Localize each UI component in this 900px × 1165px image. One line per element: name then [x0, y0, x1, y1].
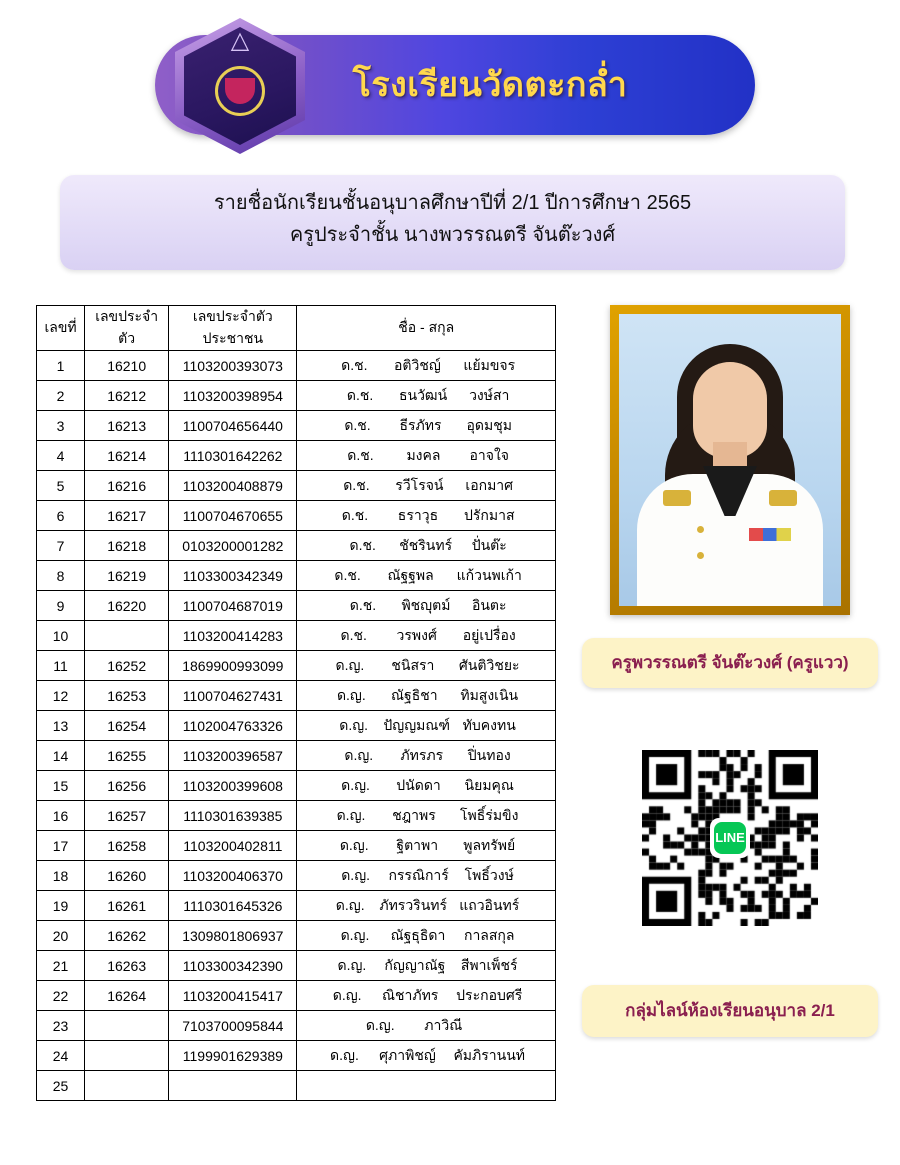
name-first: ณิชาภัทร [382, 986, 439, 1003]
cell-no: 18 [37, 861, 85, 891]
table-row [37, 561, 556, 591]
cell-no: 20 [37, 921, 85, 951]
cell-student-id: 16218 [85, 531, 169, 561]
school-name-text: โรงเรียนวัดตะกล่ำ [352, 66, 628, 104]
cell-citizen-id: 0103200001282 [169, 531, 297, 561]
name-prefix: ด.ญ. [336, 686, 366, 703]
cell-citizen-id: 7103700095844 [169, 1011, 297, 1041]
cell-no: 22 [37, 981, 85, 1011]
name-first: ภัทรภร [400, 746, 444, 763]
name-last: วงษ์สา [469, 386, 510, 403]
cell-student-id: 16210 [85, 351, 169, 381]
name-first: ชฎาพร [392, 806, 436, 823]
cell-citizen-id: 1100704670655 [169, 501, 297, 531]
name-last: ทับคงทน [462, 716, 516, 733]
portrait-ribbon-bar [749, 528, 791, 541]
name-last: คัมภิรานนท์ [453, 1046, 526, 1063]
cell-name [297, 861, 556, 891]
class-info-plaque [60, 175, 845, 270]
line-app-icon [710, 818, 750, 858]
cell-no: 15 [37, 771, 85, 801]
cell-no: 24 [37, 1041, 85, 1071]
teacher-photo-frame [610, 305, 850, 615]
cell-no: 25 [37, 1071, 85, 1101]
name-prefix: ด.ญ. [332, 986, 362, 1003]
cell-citizen-id: 1103200415417 [169, 981, 297, 1011]
name-last: แก้วนพเก้า [456, 566, 522, 583]
table-row [37, 621, 556, 651]
name-first: ธนวัฒน์ [398, 386, 448, 403]
cell-name [297, 951, 556, 981]
cell-student-id: 16257 [85, 801, 169, 831]
cell-no: 11 [37, 651, 85, 681]
cell-student-id [85, 1011, 169, 1041]
table-row [37, 951, 556, 981]
header-citizen-id: เลขประจำตัวประชาชน [169, 306, 297, 351]
table-row [37, 531, 556, 561]
header-name: ชื่อ - สกุล [297, 306, 556, 351]
cell-no: 6 [37, 501, 85, 531]
cell-citizen-id: 1103200408879 [169, 471, 297, 501]
cell-citizen-id: 1100704627431 [169, 681, 297, 711]
name-last: กาลสกุล [463, 926, 515, 943]
cell-name [297, 621, 556, 651]
cell-name [297, 921, 556, 951]
name-last: แถวอินทร์ [459, 896, 520, 913]
table-row [37, 1071, 556, 1101]
cell-student-id: 16213 [85, 411, 169, 441]
homeroom-teacher: ครูประจำชั้น นางพวรรณตรี จันต๊ะวงศ์ [289, 224, 616, 246]
school-crest-icon [175, 18, 305, 154]
name-last: ทิมสูงเนิน [460, 686, 519, 703]
portrait-shoulder-badge-right [769, 490, 797, 506]
cell-student-id [85, 621, 169, 651]
name-first: รวีโรจน์ [395, 476, 444, 493]
name-first: กรรณิการ์ [388, 866, 449, 883]
name-prefix: ด.ช. [349, 596, 377, 613]
cell-name [297, 1011, 556, 1041]
name-last: พูลทรัพย์ [463, 836, 516, 853]
cell-name [297, 351, 556, 381]
cell-name [297, 801, 556, 831]
cell-no: 1 [37, 351, 85, 381]
cell-no: 12 [37, 681, 85, 711]
name-first: มงคล [406, 446, 441, 463]
cell-no: 10 [37, 621, 85, 651]
cell-student-id [85, 1041, 169, 1071]
table-row [37, 681, 556, 711]
cell-no: 7 [37, 531, 85, 561]
name-last: ประกอบศรี [456, 986, 523, 1003]
table-row [37, 471, 556, 501]
cell-name [297, 381, 556, 411]
cell-no: 14 [37, 741, 85, 771]
cell-student-id: 16212 [85, 381, 169, 411]
name-last: โพธิ์วงษ์ [464, 866, 514, 883]
cell-citizen-id: 1103200406370 [169, 861, 297, 891]
name-last: อยู่เปรื่อง [462, 626, 516, 643]
cell-student-id: 16253 [85, 681, 169, 711]
table-row [37, 1041, 556, 1071]
cell-student-id: 16220 [85, 591, 169, 621]
name-prefix: ด.ญ. [341, 866, 371, 883]
cell-name [297, 681, 556, 711]
cell-citizen-id: 1103300342390 [169, 951, 297, 981]
name-prefix: ด.ญ. [336, 806, 366, 823]
class-title: รายชื่อนักเรียนชั้นอนุบาลศึกษาปีที่ 2/1 ปีการศึกษา 2565 [213, 192, 692, 214]
cell-student-id: 16258 [85, 831, 169, 861]
name-prefix: ด.ช. [344, 416, 371, 433]
cell-citizen-id: 1199901629389 [169, 1041, 297, 1071]
cell-name [297, 531, 556, 561]
cell-name [297, 831, 556, 861]
table-row [37, 501, 556, 531]
cell-no: 2 [37, 381, 85, 411]
cell-citizen-id: 1110301639385 [169, 801, 297, 831]
table-header-row [37, 306, 556, 351]
cell-name [297, 591, 556, 621]
table-row [37, 591, 556, 621]
cell-no: 5 [37, 471, 85, 501]
cell-student-id: 16261 [85, 891, 169, 921]
cell-citizen-id: 1103200414283 [169, 621, 297, 651]
cell-no: 16 [37, 801, 85, 831]
cell-name [297, 471, 556, 501]
cell-citizen-id: 1103200399608 [169, 771, 297, 801]
cell-student-id: 16216 [85, 471, 169, 501]
cell-citizen-id: 1110301645326 [169, 891, 297, 921]
cell-student-id: 16219 [85, 561, 169, 591]
cell-student-id: 16217 [85, 501, 169, 531]
name-prefix: ด.ญ. [340, 926, 370, 943]
name-prefix: ด.ญ. [335, 896, 365, 913]
name-first: ภัทรวรินทร์ [379, 896, 448, 913]
student-roster [36, 305, 556, 1101]
name-prefix: ด.ช. [346, 386, 374, 403]
cell-name [297, 561, 556, 591]
cell-name [297, 891, 556, 921]
name-prefix: ด.ญ. [344, 746, 374, 763]
table-row [37, 981, 556, 1011]
name-last: นิยมคุณ [464, 776, 514, 793]
name-prefix: ด.ญ. [341, 776, 370, 793]
cell-citizen-id [169, 1071, 297, 1101]
cell-student-id: 16252 [85, 651, 169, 681]
cell-name [297, 711, 556, 741]
name-prefix: ด.ช. [341, 506, 369, 523]
name-first: อติวิชญ์ [393, 356, 441, 373]
table-row [37, 651, 556, 681]
portrait-shoulder-badge-left [663, 490, 691, 506]
roster-body [37, 351, 556, 1101]
cell-no: 3 [37, 411, 85, 441]
name-last: แย้มขจร [463, 356, 516, 373]
name-first: ศุภาพิชญ์ [379, 1046, 436, 1063]
cell-name [297, 1071, 556, 1101]
page-header [0, 0, 900, 160]
cell-citizen-id: 1309801806937 [169, 921, 297, 951]
name-prefix: ด.ช. [334, 566, 361, 583]
cell-citizen-id: 1103200398954 [169, 381, 297, 411]
table-row [37, 831, 556, 861]
crest-flame-icon: △ [230, 27, 250, 54]
line-group-caption: กลุ่มไลน์ห้องเรียนอนุบาล 2/1 [582, 985, 878, 1037]
name-last: ปรักมาส [463, 506, 515, 523]
header-student-id: เลขประจำตัว [85, 306, 169, 351]
name-last: อุดมชุม [466, 416, 512, 433]
cell-citizen-id: 1103300342349 [169, 561, 297, 591]
name-first: ธราวุธ [397, 506, 439, 523]
name-last: ปั่นต๊ะ [471, 536, 507, 553]
name-prefix: ด.ญ. [337, 956, 367, 973]
name-prefix: ด.ญ. [339, 836, 369, 853]
cell-no: 21 [37, 951, 85, 981]
cell-student-id [85, 1071, 169, 1101]
line-qr-code[interactable] [642, 750, 818, 926]
cell-name [297, 501, 556, 531]
name-prefix: ด.ช. [347, 446, 374, 463]
name-last: โพธิ์ร่มขิง [460, 806, 519, 823]
cell-name [297, 651, 556, 681]
table-row [37, 711, 556, 741]
cell-name [297, 1041, 556, 1071]
cell-citizen-id: 1100704656440 [169, 411, 297, 441]
header-no: เลขที่ [37, 306, 85, 351]
name-prefix: ด.ช. [343, 476, 370, 493]
name-first: วรพงศ์ [396, 626, 437, 643]
table-row [37, 801, 556, 831]
name-first: ธีรภัทร [399, 416, 442, 433]
name-first: ณัฐธุธิดา [390, 926, 446, 943]
teacher-name-caption: ครูพวรรณตรี จันต๊ะวงศ์ (ครูแวว) [582, 638, 878, 688]
name-prefix: ด.ช. [341, 356, 368, 373]
name-prefix: ด.ญ. [335, 656, 365, 673]
name-prefix: ด.ช. [340, 626, 367, 643]
cell-no: 9 [37, 591, 85, 621]
line-icon-label: LINE [714, 822, 746, 854]
cell-student-id: 16262 [85, 921, 169, 951]
cell-citizen-id: 1110301642262 [169, 441, 297, 471]
cell-name [297, 411, 556, 441]
name-first: ปัญญมณฑ์ [383, 716, 450, 733]
table-row [37, 741, 556, 771]
name-last: อาจใจ [469, 446, 509, 463]
name-first: กัญญาณัฐ [384, 956, 446, 973]
name-last: อินตะ [471, 596, 507, 613]
cell-citizen-id: 1103200396587 [169, 741, 297, 771]
cell-student-id: 16214 [85, 441, 169, 471]
name-first: ณัฐฐพล [387, 566, 434, 583]
cell-citizen-id: 1869900993099 [169, 651, 297, 681]
name-last: ปิ่นทอง [467, 746, 511, 763]
name-first: ภาวิณี [424, 1016, 463, 1033]
table-row [37, 411, 556, 441]
cell-no: 4 [37, 441, 85, 471]
table-row [37, 441, 556, 471]
cell-student-id: 16263 [85, 951, 169, 981]
cell-citizen-id: 1103200402811 [169, 831, 297, 861]
table-row [37, 921, 556, 951]
cell-citizen-id: 1102004763326 [169, 711, 297, 741]
cell-name [297, 771, 556, 801]
name-prefix: ด.ญ. [330, 1046, 359, 1063]
cell-no: 13 [37, 711, 85, 741]
cell-no: 17 [37, 831, 85, 861]
name-last: ศันติวิชยะ [458, 656, 520, 673]
name-last: เอกมาศ [465, 476, 514, 493]
cell-name [297, 981, 556, 1011]
cell-no: 8 [37, 561, 85, 591]
portrait-button-top [697, 526, 704, 533]
cell-no: 23 [37, 1011, 85, 1041]
table-row [37, 891, 556, 921]
name-first: ชนิสรา [391, 656, 435, 673]
name-prefix: ด.ช. [349, 536, 376, 553]
cell-name [297, 441, 556, 471]
table-row [37, 351, 556, 381]
table-row [37, 861, 556, 891]
table-row [37, 1011, 556, 1041]
cell-student-id: 16255 [85, 741, 169, 771]
cell-student-id: 16256 [85, 771, 169, 801]
teacher-photo [619, 314, 841, 606]
cell-student-id: 16260 [85, 861, 169, 891]
cell-name [297, 741, 556, 771]
name-first: พิชญุตม์ [401, 596, 451, 613]
cell-citizen-id: 1100704687019 [169, 591, 297, 621]
cell-no: 19 [37, 891, 85, 921]
table-row [37, 771, 556, 801]
roster-table [36, 305, 556, 1101]
portrait-button-bottom [697, 552, 704, 559]
name-prefix: ด.ญ. [339, 716, 369, 733]
table-row [37, 381, 556, 411]
cell-citizen-id: 1103200393073 [169, 351, 297, 381]
name-last: สีพาเพ็ชร์ [460, 956, 518, 973]
cell-student-id: 16264 [85, 981, 169, 1011]
name-first: ปนัดดา [396, 776, 441, 793]
name-first: ณัฐธิชา [391, 686, 438, 703]
name-first: ฐิตาพา [396, 836, 439, 853]
name-prefix: ด.ญ. [365, 1016, 395, 1033]
cell-student-id: 16254 [85, 711, 169, 741]
name-first: ชัชรินทร์ [399, 536, 453, 553]
